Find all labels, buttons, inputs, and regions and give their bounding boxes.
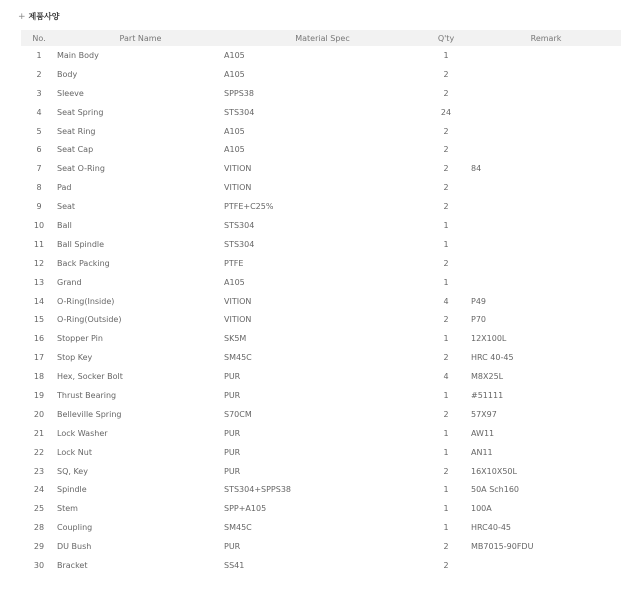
cell-material-spec: STS304+SPPS38	[224, 485, 291, 495]
cell-no: 3	[36, 88, 42, 98]
cell-qty: 1	[443, 239, 449, 249]
cell-qty: 2	[443, 258, 449, 268]
table-row	[21, 499, 621, 518]
cell-remark	[471, 46, 621, 65]
table-row	[21, 178, 621, 197]
cell-part-name: Spindle	[57, 485, 87, 495]
cell-qty: 1	[443, 485, 449, 495]
cell-no: 17	[33, 353, 45, 363]
cell-material-spec: A105	[224, 126, 245, 136]
cell-qty: 2	[443, 202, 449, 212]
cell-material-spec: SM45C	[224, 353, 252, 363]
cell-no: 16	[33, 334, 45, 344]
cell-no: 5	[36, 126, 42, 136]
cell-no: 7	[36, 164, 42, 174]
table-row	[21, 310, 621, 329]
cell-part-name: O-Ring(Inside)	[57, 296, 115, 306]
cell-qty: 2	[443, 126, 449, 136]
cell-remark	[471, 556, 621, 575]
cell-part-name: Pad	[57, 183, 72, 193]
cell-remark	[471, 140, 621, 159]
cell-no: 13	[33, 277, 45, 287]
cell-remark: 84	[471, 164, 482, 174]
cell-no: 10	[33, 220, 45, 230]
cell-material-spec: PUR	[224, 542, 241, 552]
cell-remark: 12X100L	[471, 334, 507, 344]
cell-no: 14	[33, 296, 45, 306]
table-row	[21, 235, 621, 254]
cell-material-spec: A105	[224, 69, 245, 79]
cell-qty: 2	[443, 145, 449, 155]
cell-no: 24	[33, 485, 45, 495]
cell-no: 29	[33, 542, 45, 552]
table-row	[21, 348, 621, 367]
cell-remark	[471, 273, 621, 292]
cell-part-name: O-Ring(Outside)	[57, 315, 122, 325]
cell-no: 23	[33, 466, 45, 476]
cell-part-name: SQ, Key	[57, 466, 88, 476]
cell-part-name: DU Bush	[57, 542, 92, 552]
cell-no: 8	[36, 183, 42, 193]
cell-material-spec: SM45C	[224, 523, 252, 533]
cell-material-spec: STS304	[224, 107, 255, 117]
table-row	[21, 159, 621, 178]
cell-part-name: Body	[57, 69, 78, 79]
cell-part-name: Thrust Bearing	[57, 390, 117, 400]
section-title: 제품사양	[28, 12, 60, 21]
cell-no: 2	[36, 69, 42, 79]
cell-qty: 2	[443, 466, 449, 476]
cell-qty: 2	[443, 69, 449, 79]
header-qty: Q'ty	[421, 30, 471, 46]
cell-remark	[471, 197, 621, 216]
table-row	[21, 518, 621, 537]
cell-part-name: Stop Key	[57, 353, 93, 363]
cell-qty: 4	[443, 372, 449, 382]
cell-material-spec: PUR	[224, 447, 241, 457]
cell-remark	[471, 235, 621, 254]
cell-no: 18	[33, 372, 45, 382]
table-row	[21, 216, 621, 235]
cell-remark: AN11	[471, 447, 493, 457]
table-header-row	[21, 30, 621, 46]
table-row	[21, 386, 621, 405]
cell-material-spec: VITION	[224, 183, 252, 193]
cell-part-name: Lock Washer	[57, 428, 108, 438]
cell-qty: 2	[443, 542, 449, 552]
spec-table	[21, 30, 621, 575]
section-header	[18, 11, 59, 22]
cell-material-spec: STS304	[224, 220, 255, 230]
cell-material-spec: VITION	[224, 296, 252, 306]
cell-qty: 2	[443, 164, 449, 174]
cell-no: 22	[33, 447, 45, 457]
cell-remark	[471, 254, 621, 273]
cell-remark: P70	[471, 315, 487, 325]
cell-qty: 1	[443, 523, 449, 533]
cell-qty: 1	[443, 50, 449, 60]
cell-material-spec: SK5M	[224, 334, 247, 344]
cell-remark	[471, 122, 621, 141]
cell-part-name: Bracket	[57, 560, 88, 570]
cell-material-spec: A105	[224, 277, 245, 287]
cell-remark: MB7015-90FDU	[471, 542, 534, 552]
table-row	[21, 103, 621, 122]
cell-remark: #51111	[471, 390, 504, 400]
cell-part-name: Main Body	[57, 50, 99, 60]
header-no: No.	[21, 30, 57, 46]
cell-material-spec: PTFE+C25%	[224, 202, 274, 212]
cell-material-spec: SPP+A105	[224, 504, 267, 514]
cell-material-spec: VITION	[224, 315, 252, 325]
cell-part-name: Seat Cap	[57, 145, 94, 155]
table-row	[21, 46, 621, 65]
cell-qty: 1	[443, 447, 449, 457]
cell-material-spec: PUR	[224, 390, 241, 400]
cell-material-spec: PUR	[224, 466, 241, 476]
table-row	[21, 292, 621, 311]
cell-qty: 2	[443, 409, 449, 419]
table-row	[21, 556, 621, 575]
cell-part-name: Grand	[57, 277, 82, 287]
cell-part-name: Lock Nut	[57, 447, 92, 457]
cell-qty: 4	[443, 296, 449, 306]
cell-no: 21	[33, 428, 45, 438]
cell-part-name: Ball Spindle	[57, 239, 105, 249]
table-row	[21, 140, 621, 159]
cell-no: 11	[33, 239, 45, 249]
cell-material-spec: SS41	[224, 560, 245, 570]
table-row	[21, 273, 621, 292]
cell-remark: 57X97	[471, 409, 497, 419]
cell-remark: M8X25L	[471, 372, 504, 382]
table-row	[21, 405, 621, 424]
cell-part-name: Seat O-Ring	[57, 164, 105, 174]
cell-part-name: Seat Spring	[57, 107, 104, 117]
spec-table-body	[21, 46, 621, 575]
cell-no: 12	[33, 258, 45, 268]
cell-no: 28	[33, 523, 45, 533]
cell-no: 15	[33, 315, 45, 325]
cell-no: 19	[33, 390, 45, 400]
cell-part-name: Hex, Socker Bolt	[57, 372, 123, 382]
cell-part-name: Belleville Spring	[57, 409, 122, 419]
cell-material-spec: SPPS38	[224, 88, 254, 98]
cell-qty: 1	[443, 504, 449, 514]
header-material-spec: Material Spec	[224, 30, 421, 46]
cell-qty: 2	[443, 88, 449, 98]
cell-no: 20	[33, 409, 45, 419]
cell-part-name: Stopper Pin	[57, 334, 103, 344]
plus-icon: +	[18, 11, 26, 22]
table-row	[21, 329, 621, 348]
table-row	[21, 367, 621, 386]
table-row	[21, 84, 621, 103]
table-row	[21, 254, 621, 273]
header-remark: Remark	[471, 30, 621, 46]
header-part-name: Part Name	[57, 30, 224, 46]
cell-remark: P49	[471, 296, 487, 306]
cell-remark: HRC 40-45	[471, 353, 514, 363]
cell-no: 30	[33, 560, 45, 570]
cell-material-spec: S70CM	[224, 409, 252, 419]
cell-qty: 2	[443, 353, 449, 363]
cell-part-name: Seat Ring	[57, 126, 96, 136]
cell-qty: 1	[443, 390, 449, 400]
cell-remark	[471, 178, 621, 197]
cell-part-name: Stem	[57, 504, 78, 514]
cell-no: 9	[36, 202, 42, 212]
cell-material-spec: A105	[224, 145, 245, 155]
cell-part-name: Ball	[57, 220, 72, 230]
table-row	[21, 197, 621, 216]
cell-remark: AW11	[471, 428, 495, 438]
table-row	[21, 537, 621, 556]
table-row	[21, 65, 621, 84]
cell-no: 6	[36, 145, 42, 155]
cell-remark: 50A Sch160	[471, 485, 520, 495]
table-row	[21, 122, 621, 141]
cell-material-spec: PTFE	[224, 258, 244, 268]
cell-no: 25	[33, 504, 45, 514]
table-row	[21, 480, 621, 499]
cell-material-spec: STS304	[224, 239, 255, 249]
cell-qty: 1	[443, 220, 449, 230]
table-row	[21, 462, 621, 481]
cell-qty: 24	[440, 107, 452, 117]
cell-part-name: Sleeve	[57, 88, 84, 98]
cell-material-spec: PUR	[224, 428, 241, 438]
cell-remark: HRC40-45	[471, 523, 512, 533]
cell-remark: 100A	[471, 504, 492, 514]
cell-qty: 2	[443, 560, 449, 570]
cell-remark	[471, 216, 621, 235]
cell-qty: 1	[443, 334, 449, 344]
cell-part-name: Back Packing	[57, 258, 110, 268]
cell-part-name: Coupling	[57, 523, 93, 533]
cell-remark	[471, 103, 621, 122]
cell-qty: 2	[443, 183, 449, 193]
cell-qty: 1	[443, 428, 449, 438]
cell-material-spec: VITION	[224, 164, 252, 174]
table-row	[21, 424, 621, 443]
cell-no: 1	[36, 50, 42, 60]
cell-no: 4	[36, 107, 42, 117]
cell-material-spec: A105	[224, 50, 245, 60]
cell-material-spec: PUR	[224, 372, 241, 382]
cell-remark	[471, 65, 621, 84]
cell-remark: 16X10X50L	[471, 466, 517, 476]
cell-qty: 2	[443, 315, 449, 325]
table-row	[21, 443, 621, 462]
cell-remark	[471, 84, 621, 103]
cell-qty: 1	[443, 277, 449, 287]
cell-part-name: Seat	[57, 202, 76, 212]
